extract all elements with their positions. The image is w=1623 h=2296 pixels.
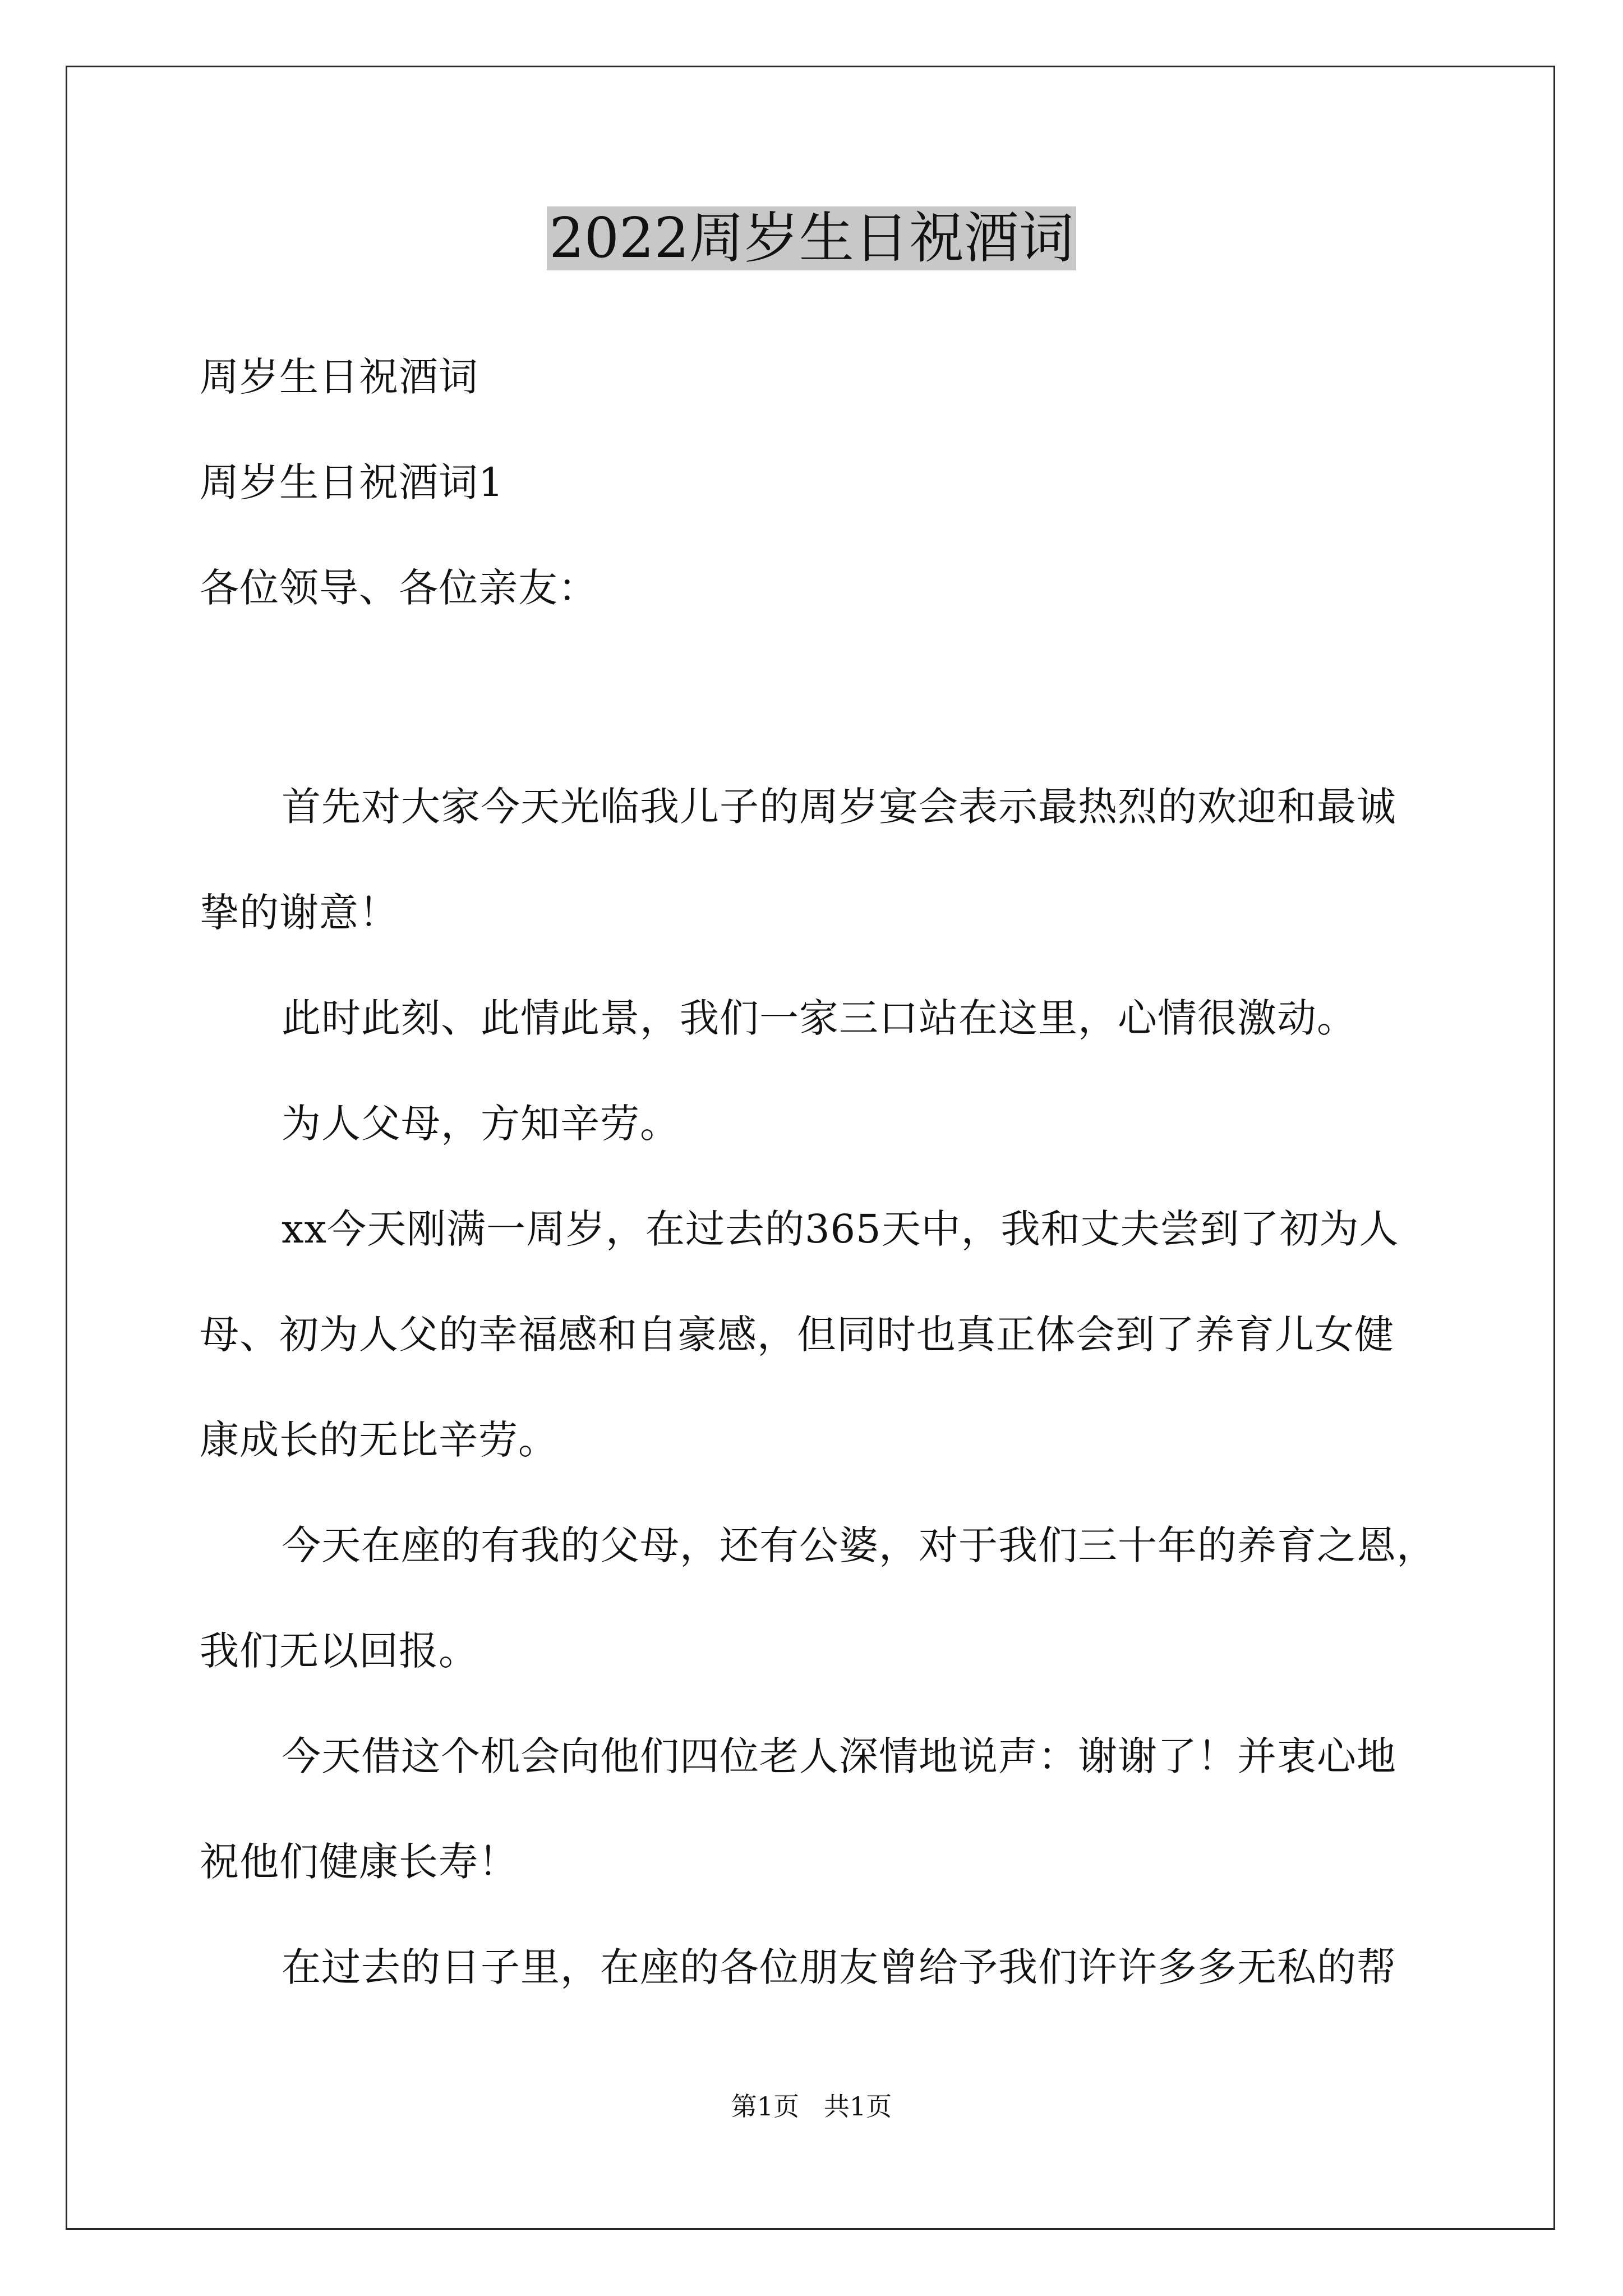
text-line-12: 我们无以回报。 (200, 1628, 478, 1674)
text-line-7: 为人父母，方知辛劳。 (282, 1101, 680, 1147)
text-line-10: 康成长的无比辛劳。 (200, 1417, 558, 1463)
text-line-2: 周岁生日祝酒词1 (200, 459, 504, 505)
text-line-3: 各位领导、各位亲友： (200, 565, 598, 611)
text-line-8: xx今天刚满一周岁，在过去的365天中，我和丈夫尝到了初为人 (282, 1206, 1399, 1252)
text-line-15: 在过去的日子里，在座的各位朋友曾给予我们许许多多无私的帮 (282, 1944, 1396, 1990)
text-line-9: 母、初为人父的幸福感和自豪感，但同时也真正体会到了养育儿女健 (200, 1312, 1394, 1358)
text-line-4: 首先对大家今天光临我儿子的周岁宴会表示最热烈的欢迎和最诚 (282, 784, 1396, 830)
text-line-11: 今天在座的有我的父母，还有公婆，对于我们三十年的养育之恩， (282, 1522, 1436, 1568)
title-text: 2022周岁生日祝酒词 (547, 206, 1076, 270)
text-line-14: 祝他们健康长寿！ (200, 1839, 518, 1885)
page-footer: 第1页 共1页 (731, 2091, 892, 2122)
text-line-6: 此时此刻、此情此景，我们一家三口站在这里，心情很激动。 (282, 995, 1357, 1041)
document-title (0, 202, 1623, 275)
text-line-1: 周岁生日祝酒词 (200, 354, 478, 400)
text-line-5: 挚的谢意！ (200, 890, 399, 936)
text-line-13: 今天借这个机会向他们四位老人深情地说声：谢谢了！并衷心地 (282, 1733, 1396, 1779)
